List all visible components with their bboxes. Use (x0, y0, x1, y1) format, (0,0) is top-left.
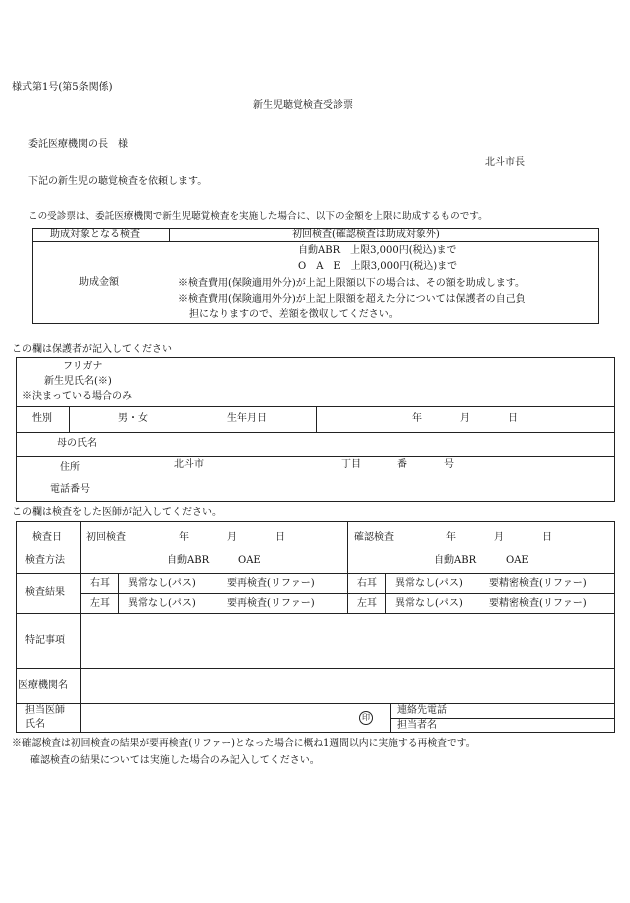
phone-label: 電話番号 (50, 484, 90, 495)
subsidy-note: この受診票は、委託医療機関で新生児聴覚検査を実施した場合に、以下の金額を上限に助成するものです。 (28, 211, 488, 222)
first-exam-label: 初回検査 (86, 532, 126, 543)
confirm-left-ear: 左耳 (357, 598, 377, 609)
first-right-refer[interactable]: 要再検査(リファー) (227, 578, 315, 589)
confirm-exam-label: 確認検査 (354, 532, 394, 543)
doctor-name-label-2: 氏名 (25, 719, 45, 730)
footnote-2: 確認検査の結果については実施した場合のみ記入してください。 (30, 755, 320, 766)
subsidy-amount-label: 助成金額 (79, 277, 119, 288)
confirm-method-oae[interactable]: OAE (506, 555, 529, 566)
mother-name-label: 母の氏名 (57, 438, 97, 449)
subsidy-note-2b: 担になりますので、差額を徴収してください。 (189, 309, 399, 320)
contact-phone-label: 連絡先電話 (397, 705, 447, 716)
first-left-pass[interactable]: 異常なし(パス) (128, 598, 196, 609)
contact-person-label: 担当者名 (397, 720, 437, 731)
footnote-1: ※確認検査は初回検査の結果が要再検査(リファー)となった場合に概ね1週間以内に実施する再検査です。 (12, 738, 476, 749)
address-go: 号 (444, 459, 454, 470)
first-left-ear: 左耳 (90, 598, 110, 609)
subsidy-abr: 自動ABR 上限3,000円(税込)まで (298, 245, 457, 256)
subsidy-note-1: ※検査費用(保険適用外分)が上記上限額以下の場合は、その額を助成します。 (178, 278, 526, 289)
subsidy-col1-header: 助成対象となる検査 (50, 229, 140, 240)
name-note: ※決まっている場合のみ (22, 391, 132, 402)
dob-month: 月 (460, 413, 470, 424)
first-method-oae[interactable]: OAE (238, 555, 261, 566)
address-label: 住所 (60, 462, 80, 473)
seal-icon: 印 (359, 711, 373, 725)
subsidy-oae: O A E 上限3,000円(税込)まで (298, 261, 458, 272)
newborn-name-label: 新生児氏名(※) (44, 376, 112, 387)
address-city: 北斗市 (174, 459, 204, 470)
institution-label: 医療機関名 (18, 680, 68, 691)
exam-method-label: 検査方法 (25, 555, 65, 566)
furigana-label: フリガナ (63, 361, 103, 372)
subsidy-col2-header: 初回検査(確認検査は助成対象外) (292, 229, 440, 240)
address-chome: 丁目 (341, 459, 361, 470)
confirm-right-ear: 右耳 (357, 578, 377, 589)
exam-date-label: 検査日 (32, 532, 62, 543)
guardian-heading: この欄は保護者が記入してください (12, 344, 172, 355)
confirm-right-pass[interactable]: 異常なし(パス) (395, 578, 463, 589)
first-left-refer[interactable]: 要再検査(リファー) (227, 598, 315, 609)
dob-day: 日 (508, 413, 518, 424)
address-ban: 番 (397, 459, 407, 470)
subsidy-note-2a: ※検査費用(保険適用外分)が上記上限額を超えた分については保護者の自己負 (178, 294, 526, 305)
first-method-abr[interactable]: 自動ABR (167, 555, 210, 566)
first-exam-month: 月 (227, 532, 237, 543)
sex-value[interactable]: 男・女 (118, 413, 148, 424)
special-notes-label: 特記事項 (25, 635, 65, 646)
confirm-left-pass[interactable]: 異常なし(パス) (395, 598, 463, 609)
page-title: 新生児聴覚検査受診票 (253, 100, 353, 111)
doctor-name-label-1: 担当医師 (25, 705, 65, 716)
confirm-right-refer[interactable]: 要精密検査(リファー) (489, 578, 587, 589)
confirm-exam-year: 年 (446, 532, 456, 543)
form-number: 様式第1号(第5条関係) (12, 82, 113, 93)
confirm-method-abr[interactable]: 自動ABR (434, 555, 477, 566)
confirm-left-refer[interactable]: 要精密検査(リファー) (489, 598, 587, 609)
sex-label: 性別 (32, 413, 52, 424)
dob-label: 生年月日 (227, 413, 267, 424)
issuer: 北斗市長 (485, 157, 525, 168)
confirm-exam-month: 月 (494, 532, 504, 543)
confirm-exam-day: 日 (542, 532, 552, 543)
first-exam-day: 日 (275, 532, 285, 543)
first-right-ear: 右耳 (90, 578, 110, 589)
first-exam-year: 年 (179, 532, 189, 543)
doctor-heading: この欄は検査をした医師が記入してください。 (12, 507, 222, 518)
dob-year: 年 (412, 413, 422, 424)
result-label: 検査結果 (25, 587, 65, 598)
request-text: 下記の新生児の聴覚検査を依頼します。 (28, 176, 208, 187)
addressee: 委託医療機関の長 様 (28, 139, 128, 150)
first-right-pass[interactable]: 異常なし(パス) (128, 578, 196, 589)
